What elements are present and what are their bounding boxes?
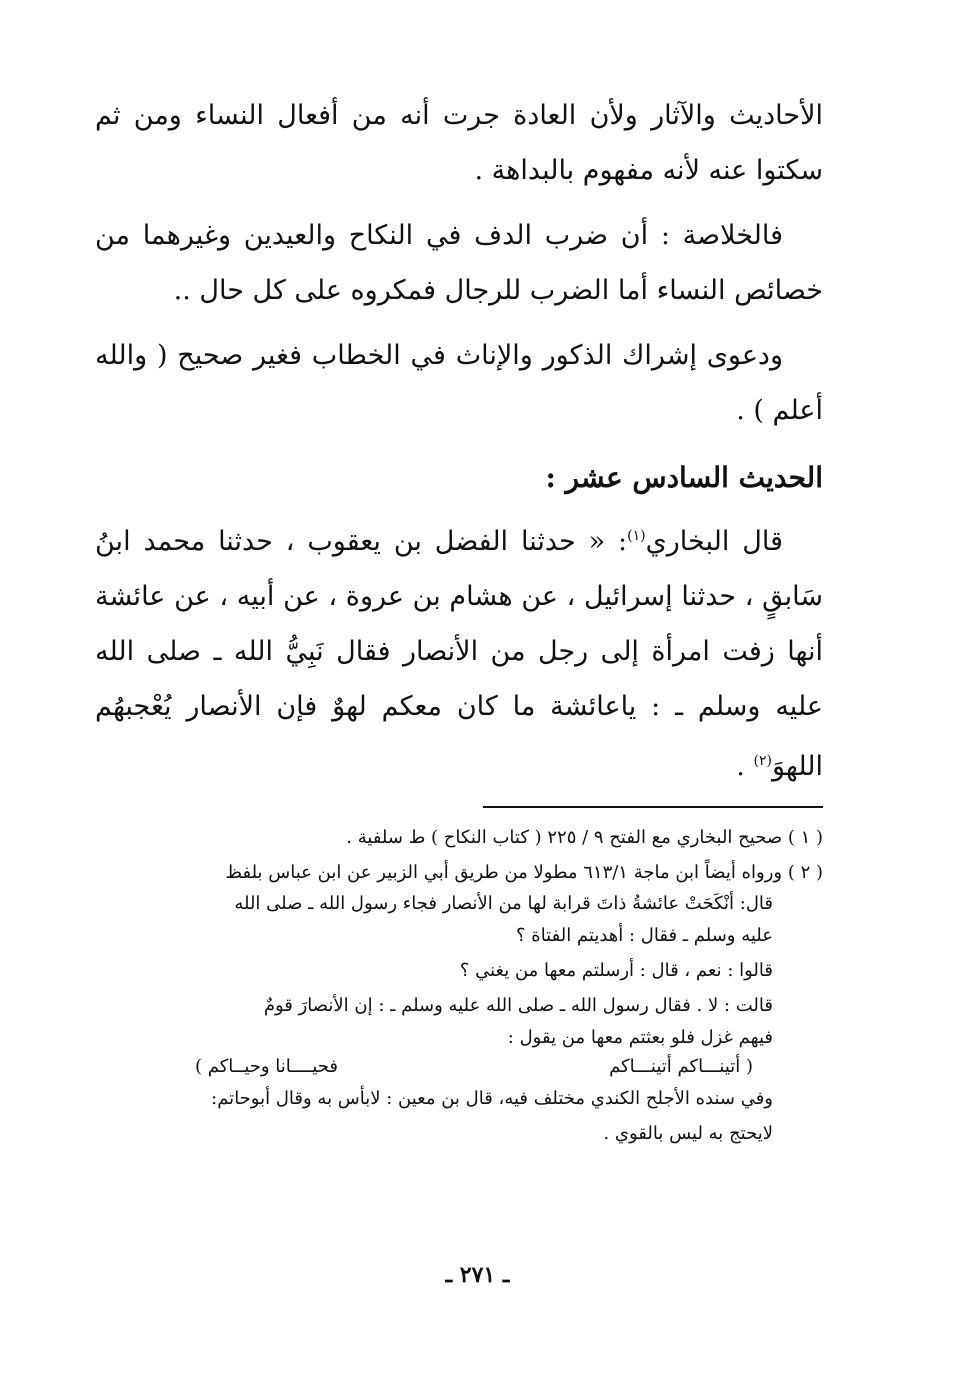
footnote-1: ( ١ ) صحيح البخاري مع الفتح ٩ / ٢٢٥ ( كتاب النكاح ) ط سلفية .: [346, 827, 823, 848]
paragraph-3: ودعوى إشراك الذكور والإناث في الخطاب فغير صحيح ( والله أعلم ) .: [95, 340, 823, 426]
footnote-2-line-3: عليه وسلم ـ فقال : أهديتم الفتاة ؟: [515, 925, 773, 946]
hadith-lead: قال البخاري: [645, 526, 783, 557]
footnote-separator: [483, 806, 823, 808]
poem-verse: [95, 1053, 823, 1081]
main-text: [95, 88, 823, 794]
poem-hemistich-1: ( أتينـــاكم أتينـــاكم: [609, 1056, 753, 1077]
footnote-2-line-8: لايحتج به ليس بالقوي .: [603, 1123, 773, 1144]
footnote-2-line-5: قالت : لا . فقال رسول الله ـ صلى الله عليه وسلم ـ : إن الأنصارَ قومٌ: [263, 995, 773, 1016]
footnote-ref-1: (١): [627, 528, 646, 544]
paragraph-1: الأحاديث والآثار ولأن العادة جرت أنه من أفعال النساء ومن ثم سكتوا عنه لأنه مفهوم بالبداهة .: [95, 100, 823, 186]
hadith-paragraph: [95, 509, 823, 794]
page-number: ـ ٢٧١ ـ: [445, 1262, 510, 1288]
poem-hemistich-2: فحيــــانا وحيــاكم ): [195, 1056, 339, 1077]
footnote-2-line-4: قالوا : نعم ، قال : أرسلتم معها من يغني ؟: [459, 960, 773, 981]
footnote-2-line-1: ( ٢ ) ورواه أيضاً ابن ماجة ٦١٣/١ مطولا من طريق أبي الزبير عن ابن عباس بلفظ: [225, 862, 823, 883]
footnote-ref-2: (٢): [753, 753, 772, 769]
hadith-tail: .: [736, 751, 754, 782]
footnote-2-line-6: فيهم غزل فلو بعثتم معها من يقول :: [507, 1027, 773, 1048]
footnote-2-line-7: وفي سنده الأجلح الكندي مختلف فيه، قال بن معين : لابأس به وقال أبوحاتم:: [211, 1088, 773, 1109]
section-heading: الحديث السادس عشر :: [545, 461, 823, 494]
footnotes: [95, 820, 823, 1151]
hadith-body: : « حدثنا الفضل بن يعقوب ، حدثنا محمد ابنُ سَابقٍ ، حدثنا إسرائيل ، عن هشام بن عروة ، عن أبيه ، عن عائشة أنها زفت امرأة إلى رجل من الأنصار فقال نَبِيُّ الله ـ صلى الله عليه وسلم ـ : ياعائشة ما كان معكم لهوٌ فإن الأنصار يُعْجبهُم اللهوَ: [95, 526, 823, 782]
paragraph-2: فالخلاصة : أن ضرب الدف في النكاح والعيدين وغيرهما من خصائص النساء أما الضرب للرجال فمكروه على كل حال ..: [95, 220, 823, 306]
footnote-2-line-2: قال: أنْكَحَتْ عائشةُ ذاتَ قرابة لها من الأنصار فجاء رسول الله ـ صلى الله: [234, 893, 773, 914]
